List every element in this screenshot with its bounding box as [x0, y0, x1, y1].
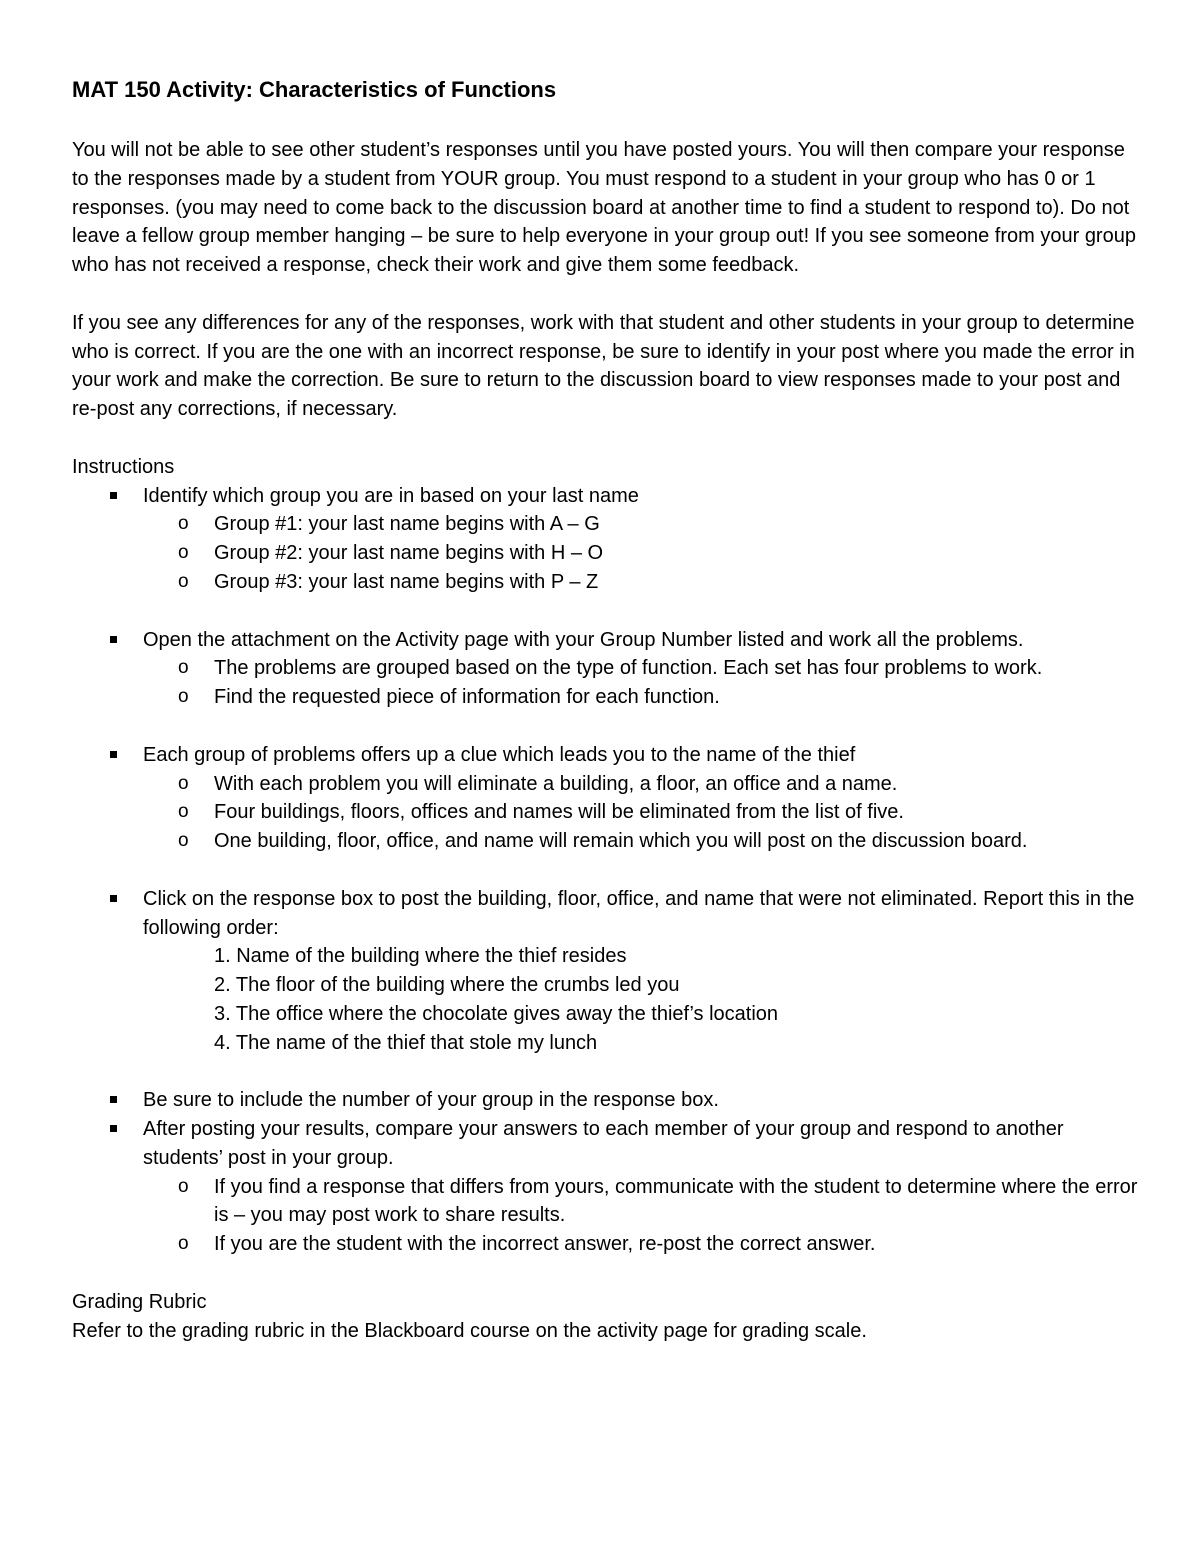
instruction-subitem	[143, 798, 1142, 827]
circle-bullet-icon: o	[178, 542, 189, 564]
report-step: 1. Name of the building where the thief resides	[214, 945, 627, 968]
subitem-text: Four buildings, floors, offices and names will be eliminated from the list of five.	[214, 801, 904, 824]
instruction-sublist	[143, 770, 1142, 856]
instruction-sublist	[143, 1173, 1142, 1259]
instruction-subitem	[143, 654, 1142, 683]
subitem-text: Group #2: your last name begins with H – O	[214, 542, 604, 565]
instruction-item	[72, 1086, 1142, 1115]
instruction-text: Identify which group you are in based on your last name	[143, 484, 639, 507]
instruction-item	[72, 885, 1142, 1058]
intro-paragraph: You will not be able to see other student’s responses until you have posted yours. You will then compare your response to the responses made by a student from YOUR group. You must respond to a student in your group who has 0 or 1 responses. (you may need to come back to the discussion board at another time to find a student to respond to). Do not leave a fellow group member hanging – be sure to help everyone in your group out! If you see someone from your group who has not received a response, check their work and give them some feedback.	[72, 139, 1136, 277]
rubric-text: Refer to the grading rubric in the Blackboard course on the activity page for grading scale.	[72, 1319, 867, 1342]
instruction-subitem	[143, 827, 1142, 856]
circle-bullet-icon: o	[178, 1175, 189, 1197]
instruction-text: Be sure to include the number of your group in the response box.	[143, 1089, 719, 1112]
report-step: 3. The office where the chocolate gives away the thief’s location	[214, 1002, 779, 1025]
square-bullet-icon	[110, 636, 117, 643]
instruction-item	[72, 1115, 1142, 1259]
subitem-text: With each problem you will eliminate a building, a floor, an office and a name.	[214, 772, 898, 795]
subitem-text: The problems are grouped based on the type of function. Each set has four problems to work.	[214, 657, 1043, 680]
square-bullet-icon	[110, 492, 117, 499]
circle-bullet-icon: o	[178, 1233, 189, 1255]
instructions-heading: Instructions	[72, 455, 175, 478]
circle-bullet-icon: o	[178, 657, 189, 679]
document-page	[72, 74, 1142, 1345]
instruction-subitem	[143, 539, 1142, 568]
instruction-subitem	[143, 1173, 1142, 1231]
instruction-item	[72, 741, 1142, 856]
subitem-text: If you find a response that differs from yours, communicate with the student to determine where the error is – you may post work to share results.	[214, 1175, 1138, 1227]
rubric-heading: Grading Rubric	[72, 1290, 207, 1313]
square-bullet-icon	[110, 1096, 117, 1103]
instruction-sublist	[143, 654, 1142, 712]
circle-bullet-icon: o	[178, 570, 189, 592]
instruction-item	[72, 482, 1142, 597]
instruction-subitem	[143, 683, 1142, 712]
square-bullet-icon	[110, 1125, 117, 1132]
subitem-text: One building, floor, office, and name will remain which you will post on the discussion board.	[214, 830, 1028, 853]
instruction-item	[72, 626, 1142, 712]
circle-bullet-icon: o	[178, 772, 189, 794]
subitem-text: Group #1: your last name begins with A – G	[214, 513, 600, 536]
intro-paragraph: If you see any differences for any of the responses, work with that student and other students in your group to determine who is correct. If you are the one with an incorrect response, be sure to identify in your post where you made the error in your work and make the correction. Be sure to return to the discussion board to view responses made to your post and re-post any corrections, if necessary.	[72, 311, 1135, 421]
circle-bullet-icon: o	[178, 686, 189, 708]
subitem-text: Group #3: your last name begins with P – Z	[214, 570, 599, 593]
subitem-text: Find the requested piece of information for each function.	[214, 686, 720, 709]
square-bullet-icon	[110, 895, 117, 902]
subitem-text: If you are the student with the incorrect answer, re-post the correct answer.	[214, 1233, 876, 1256]
instruction-sublist	[143, 510, 1142, 596]
square-bullet-icon	[110, 751, 117, 758]
instruction-subitem	[143, 510, 1142, 539]
instruction-text: Each group of problems offers up a clue which leads you to the name of the thief	[143, 743, 856, 766]
circle-bullet-icon: o	[178, 830, 189, 852]
instruction-subitem	[143, 1230, 1142, 1259]
instruction-text: Click on the response box to post the building, floor, office, and name that were not eliminated. Report this in the following order:	[143, 887, 1135, 939]
instructions-list	[72, 482, 1142, 1260]
instruction-text: Open the attachment on the Activity page with your Group Number listed and work all the problems.	[143, 628, 1024, 651]
instruction-subitem	[143, 770, 1142, 799]
circle-bullet-icon: o	[178, 513, 189, 535]
instruction-subitem	[143, 568, 1142, 597]
report-step: 4. The name of the thief that stole my lunch	[214, 1031, 598, 1054]
circle-bullet-icon: o	[178, 801, 189, 823]
report-order-list	[143, 942, 1142, 1057]
instruction-text: After posting your results, compare your answers to each member of your group and respond to another students’ post in your group.	[143, 1118, 1064, 1169]
report-step: 2. The floor of the building where the crumbs led you	[214, 974, 680, 997]
document-title: MAT 150 Activity: Characteristics of Functions	[72, 77, 557, 102]
